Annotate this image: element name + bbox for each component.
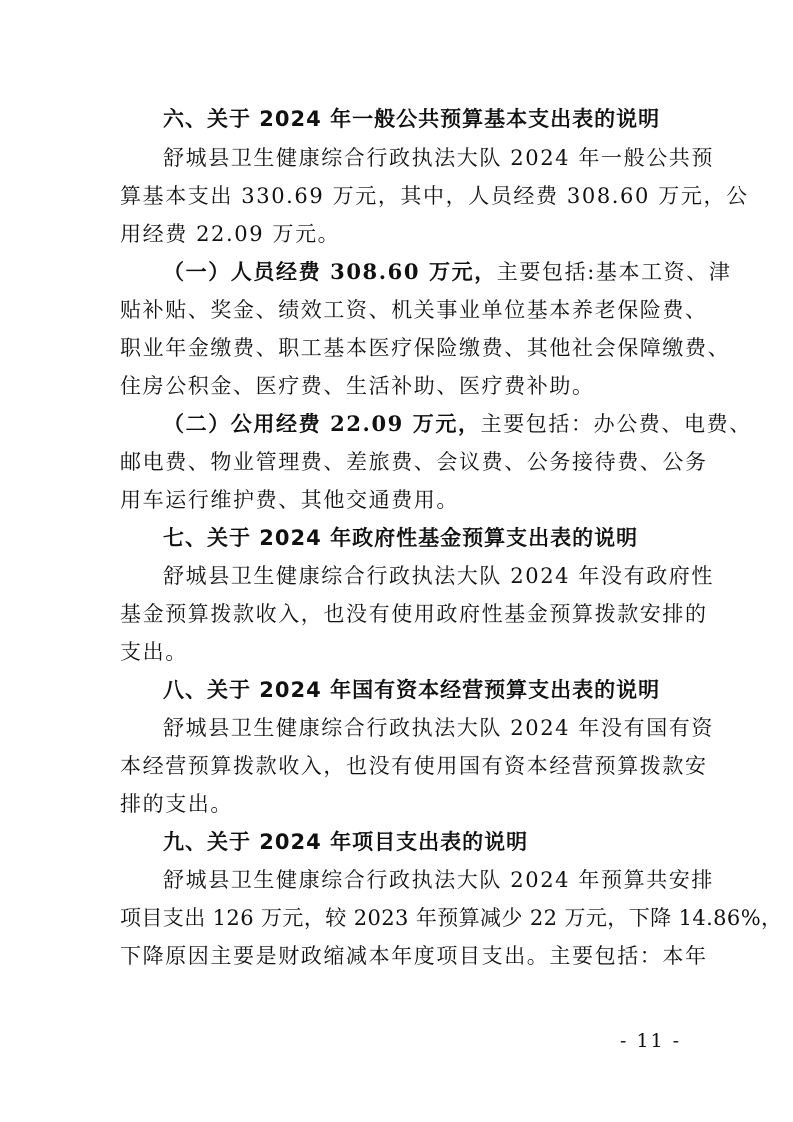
section-6-item-2-line: 用车运行维护费、其他交通费用。 [120,488,459,512]
section-7-line: 支出。 [120,640,188,664]
section-8-line: 舒城县卫生健康综合行政执法大队 2024 年没有国有资 [163,716,714,740]
section-8-line: 排的支出。 [120,792,233,816]
section-7-line: 舒城县卫生健康综合行政执法大队 2024 年没有政府性 [163,564,714,588]
personnel-expense-text: 主要包括:基本工资、津 [496,260,732,284]
section-6-item-2-line: 邮电费、物业管理费、差旅费、会议费、公务接待费、公务 [120,450,708,474]
public-expense-label: （二）公用经费 22.09 万元， [163,411,481,436]
section-6-item-1-line [163,260,731,284]
section-6-para-line: 舒城县卫生健康综合行政执法大队 2024 年一般公共预 [163,146,714,170]
section-9-line: 项目支出 126 万元，较 2023 年预算减少 22 万元，下降 14.86%， [120,906,783,930]
section-6-heading: 六、关于 2024 年一般公共预算基本支出表的说明 [163,107,661,131]
section-9-heading: 九、关于 2024 年项目支出表的说明 [163,830,529,854]
section-8-line: 本经营预算拨款收入，也没有使用国有资本经营预算拨款安 [120,754,708,778]
public-expense-text: 主要包括：办公费、电费、 [480,412,752,436]
section-6-item-1-line: 职业年金缴费、职工基本医疗保险缴费、其他社会保障缴费、 [120,336,731,360]
section-9-line: 舒城县卫生健康综合行政执法大队 2024 年预算共安排 [163,868,714,892]
section-6-item-2-line [163,412,752,436]
personnel-expense-label: （一）人员经费 308.60 万元， [163,259,497,284]
section-9-line: 下降原因主要是财政缩减本年度项目支出。主要包括：本年 [120,944,708,968]
section-6-item-1-line: 住房公积金、医疗费、生活补助、医疗费补助。 [120,374,595,398]
section-6-para-line: 用经费 22.09 万元。 [120,222,341,246]
section-7-heading: 七、关于 2024 年政府性基金预算支出表的说明 [163,526,639,550]
section-8-heading: 八、关于 2024 年国有资本经营预算支出表的说明 [163,678,661,702]
section-6-para-line: 算基本支出 330.69 万元，其中，人员经费 308.60 万元，公 [120,184,749,208]
page-number: - 11 - [620,1030,682,1052]
section-6-item-1-line: 贴补贴、奖金、绩效工资、机关事业单位基本养老保险费、 [120,298,708,322]
section-7-line: 基金预算拨款收入，也没有使用政府性基金预算拨款安排的 [120,602,708,626]
